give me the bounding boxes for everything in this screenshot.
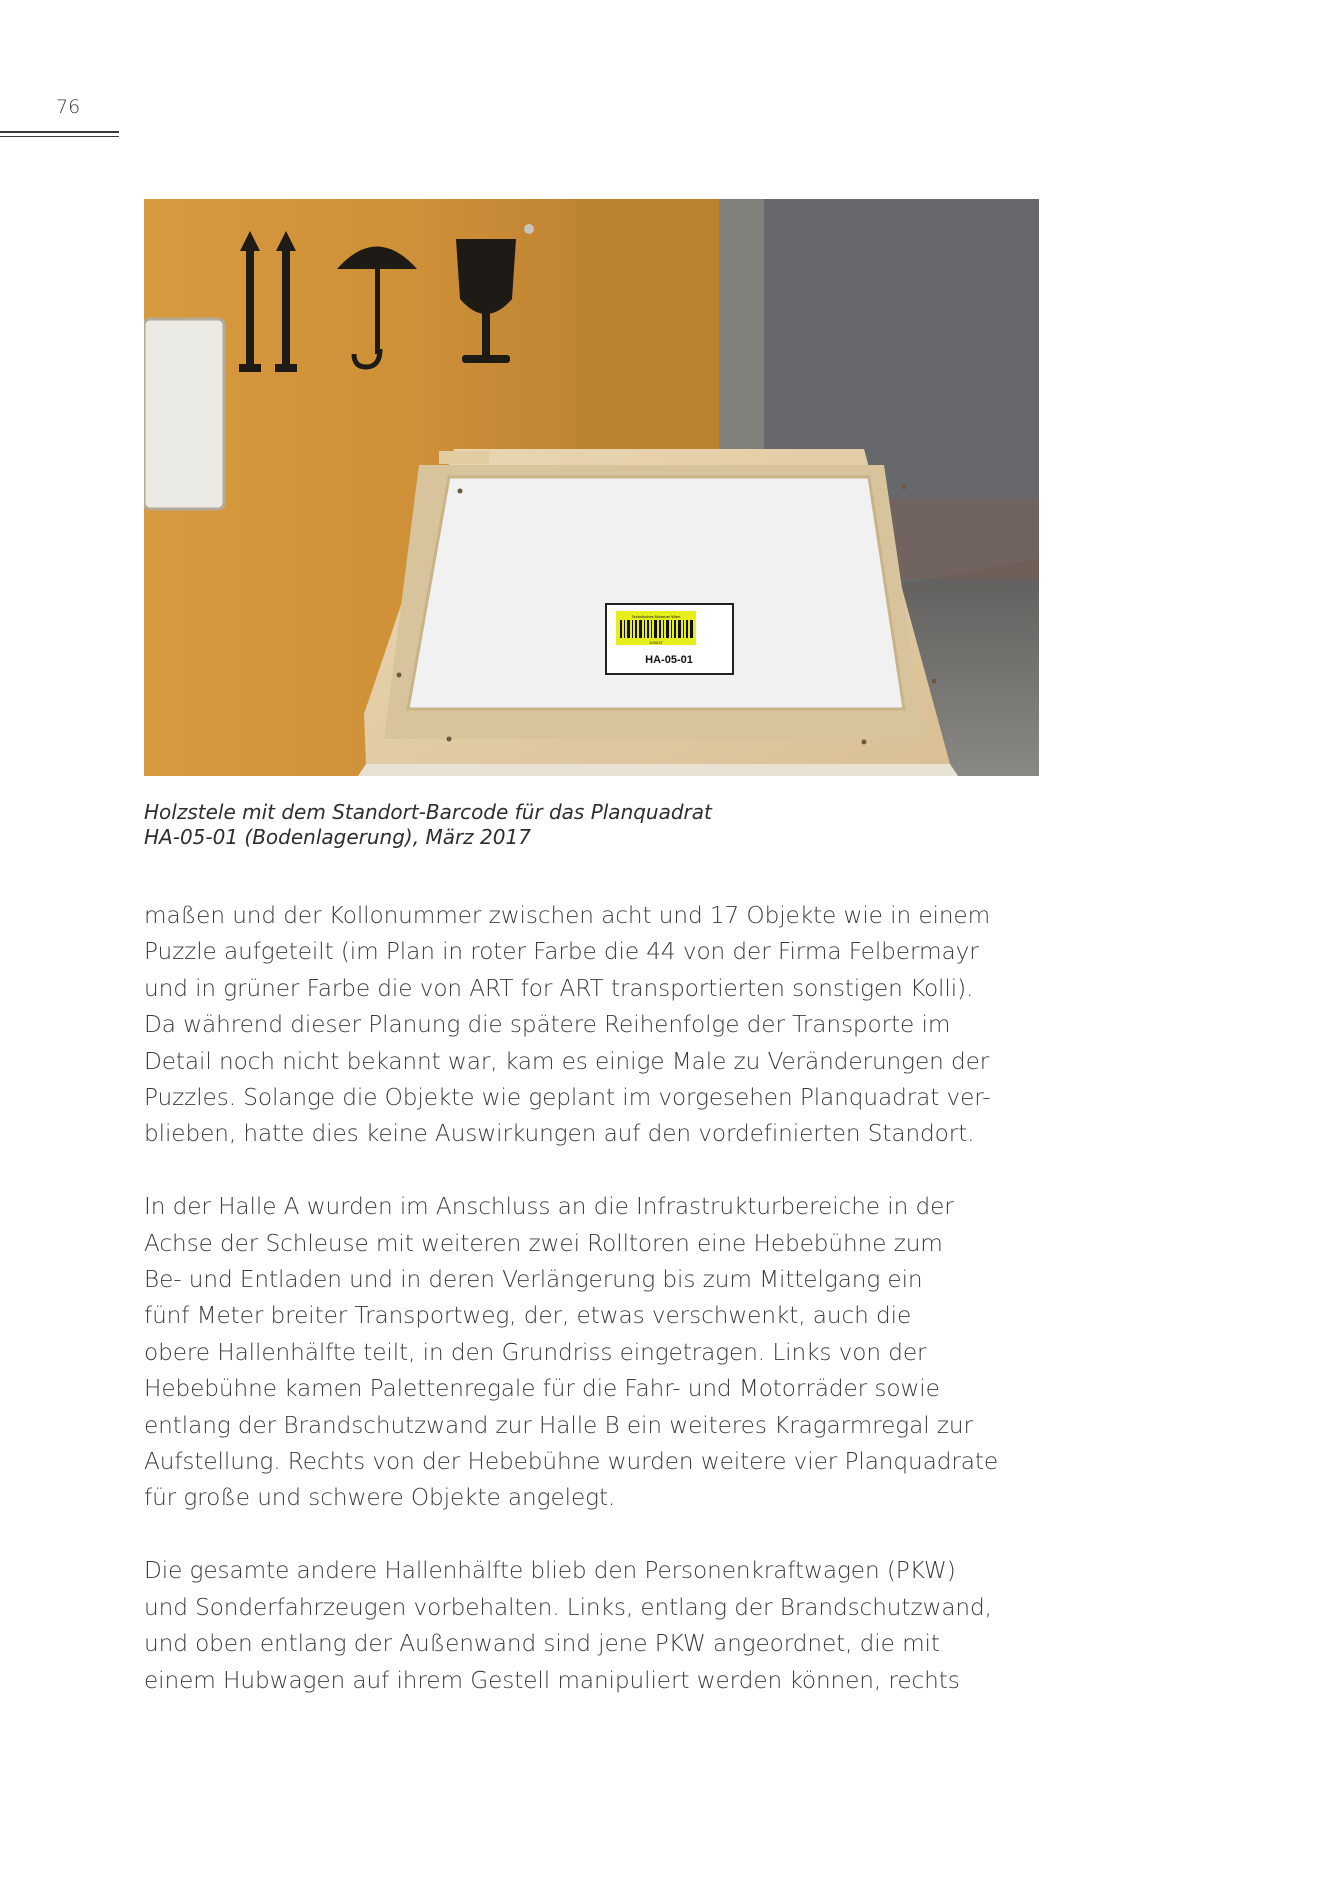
caption-line: HA-05-01 (Bodenlagerung), März 2017 (144, 825, 531, 849)
text-line: Hebebühne kamen Palettenregale für die Fahr- und Motorräder sowie (144, 1375, 940, 1403)
text-line: und in grüner Farbe die von ART for ART transportierten sonstigen Kolli). (144, 974, 974, 1002)
figure-photo (144, 199, 1039, 776)
text-line: Be- und Entladen und in deren Verlängerung bis zum Mittelgang ein (144, 1266, 923, 1294)
page-number: 76 (56, 96, 81, 118)
text-line: für große und schwere Objekte angelegt. (144, 1484, 616, 1512)
text-line: Puzzles. Solange die Objekte wie geplant im vorgesehen Planquadrat ver- (144, 1084, 991, 1112)
paragraph (144, 1553, 1054, 1699)
label-barcode-number: 100037 (649, 640, 663, 645)
text-line: Achse der Schleuse mit weiteren zwei Rolltoren eine Hebebühne zum (144, 1229, 943, 1257)
caption-line: Holzstele mit dem Standort-Barcode für das Planquadrat (144, 800, 712, 824)
body-text (144, 898, 1054, 1699)
text-line: entlang der Brandschutzwand zur Halle B ein weiteres Kragarmregal zur (144, 1411, 973, 1439)
paragraph (144, 898, 1054, 1153)
text-line: einem Hubwagen auf ihrem Gestell manipuliert werden können, rechts (144, 1666, 960, 1694)
text-line: und Sonderfahrzeugen vorbehalten. Links, entlang der Brandschutzwand, (144, 1593, 992, 1621)
paragraph (144, 1189, 1054, 1517)
text-line: Puzzle aufgeteilt (im Plan in roter Farbe die 44 von der Firma Felbermayr (144, 938, 979, 966)
header-rule-thin (0, 136, 119, 137)
header-rule (0, 131, 119, 133)
text-line: Detail noch nicht bekannt war, kam es einige Male zu Veränderungen der (144, 1047, 990, 1075)
text-line: obere Hallenhälfte teilt, in den Grundriss eingetragen. Links von der (144, 1338, 927, 1366)
text-line: und oben entlang der Außenwand sind jene PKW angeordnet, die mit (144, 1630, 940, 1658)
label-header: Technisches Museum Wien (631, 614, 681, 619)
text-line: maßen und der Kollonummer zwischen acht und 17 Objekte wie in einem (144, 902, 991, 929)
text-line: In der Halle A wurden im Anschluss an die Infrastrukturbereiche in der (144, 1193, 954, 1221)
text-line: fünf Meter breiter Transportweg, der, etwas verschwenkt, auch die (144, 1302, 912, 1330)
text-line: Da während dieser Planung die spätere Reihenfolge der Transporte im (144, 1011, 951, 1039)
text-line: Die gesamte andere Hallenhälfte blieb den Personenkraftwagen (PKW) (144, 1557, 956, 1585)
label-code: HA-05-01 (645, 654, 693, 666)
text-line: blieben, hatte dies keine Auswirkungen auf den vordefinierten Standort. (144, 1120, 975, 1148)
figure-caption (144, 800, 1044, 850)
text-line: Aufstellung. Rechts von der Hebebühne wurden weitere vier Planquadrate (144, 1448, 999, 1476)
